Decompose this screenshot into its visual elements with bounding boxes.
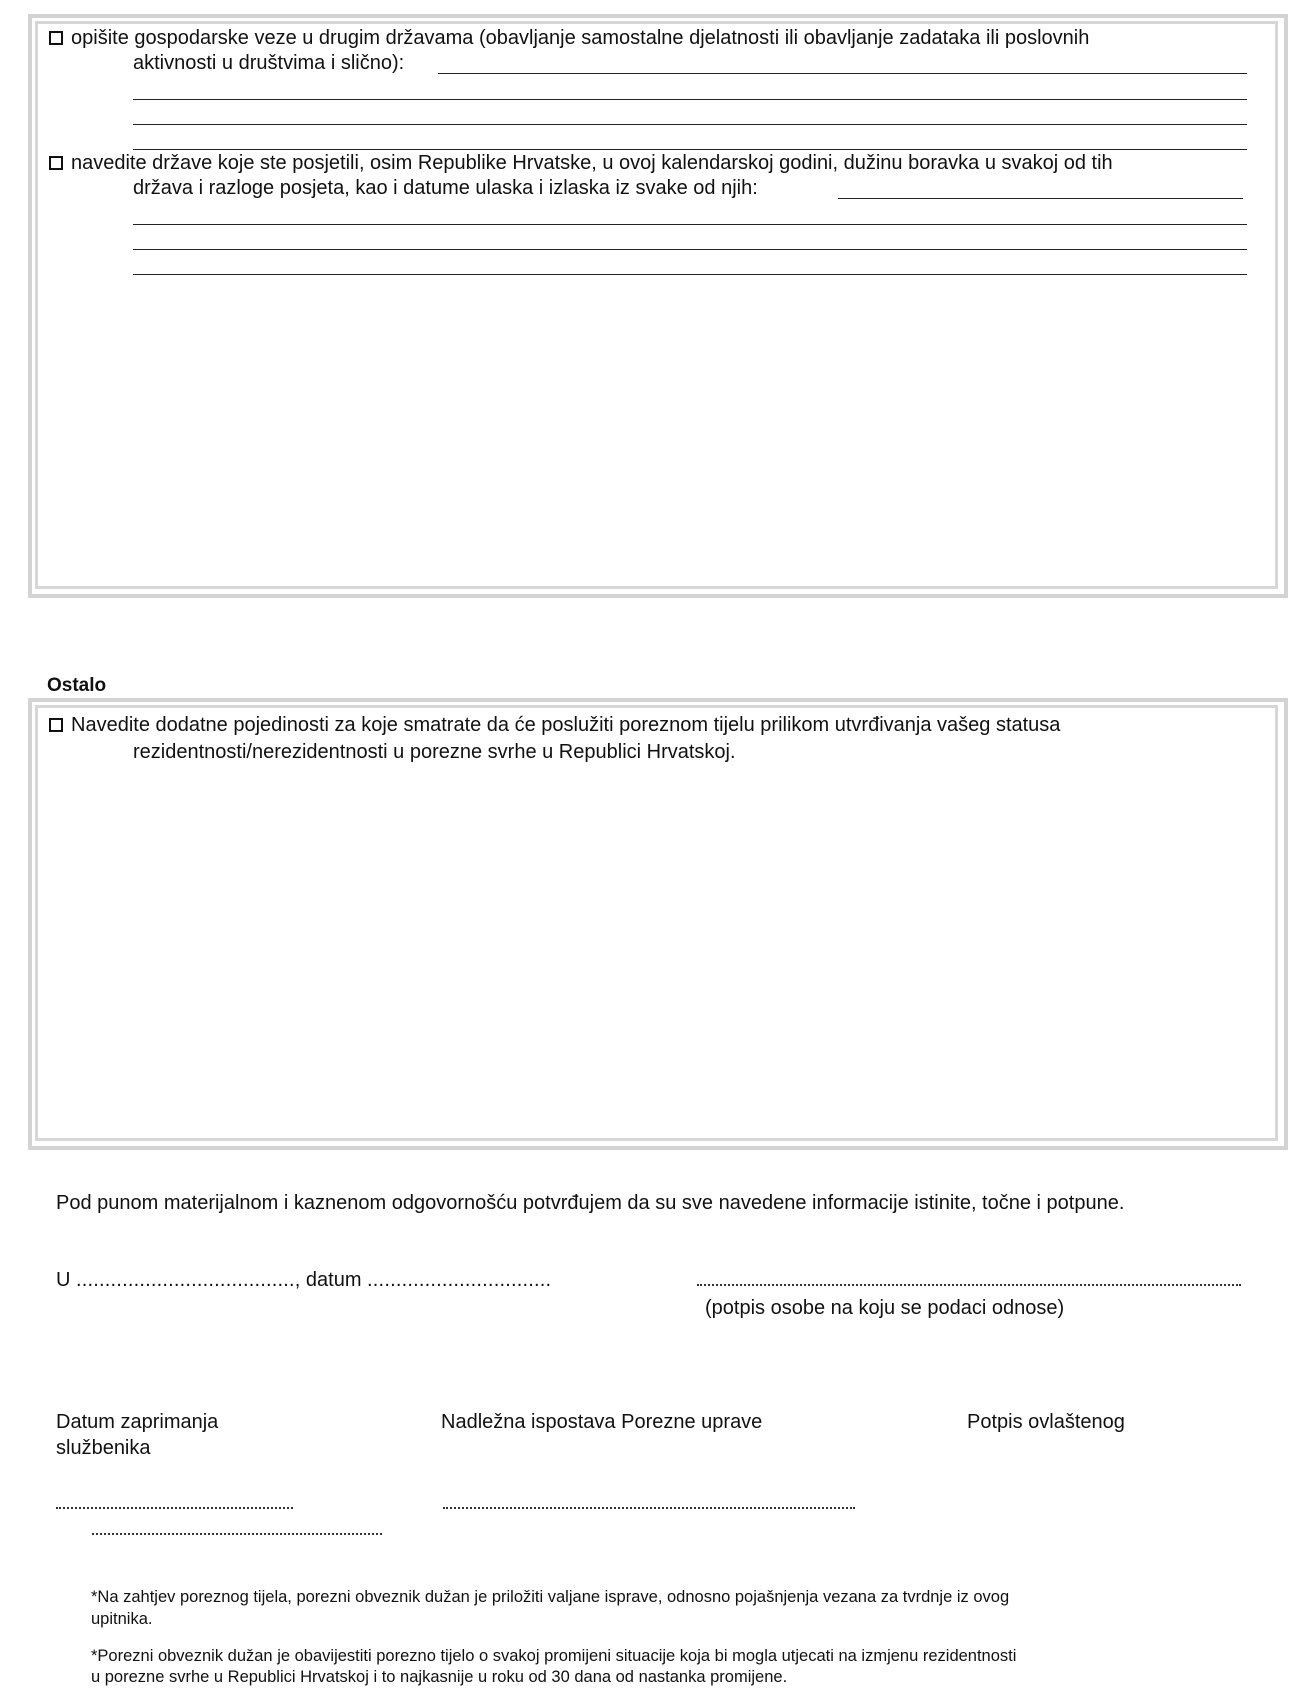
economic-ties-item <box>49 26 1089 50</box>
receipt-date-field[interactable] <box>56 1507 293 1509</box>
other-details-checkbox[interactable] <box>49 718 63 732</box>
economic-ties-text-line2: aktivnosti u društvima i slično): <box>133 52 405 74</box>
visited-countries-text-line2: država i razloge posjeta, kao i datume ulaska i izlaska iz svake od njih: <box>133 177 758 199</box>
economic-ties-answer-line-4[interactable] <box>133 149 1247 150</box>
travel-section-inner-box <box>35 21 1278 589</box>
visited-countries-checkbox[interactable] <box>49 156 63 170</box>
receipt-date-label-line1: Datum zaprimanja <box>56 1411 219 1433</box>
economic-ties-answer-line-1[interactable] <box>438 73 1247 74</box>
date-field[interactable]: ................................ <box>367 1269 552 1291</box>
other-details-text-line2: rezidentnosti/nerezidentnosti u porezne svrhe u Republici Hrvatskoj. <box>133 741 736 763</box>
visited-countries-answer-line-4[interactable] <box>133 274 1247 275</box>
place-date-row <box>56 1268 551 1292</box>
visited-countries-text-line1: navedite države koje ste posjetili, osim Republike Hrvatske, u ovoj kalendarskoj godini, dužinu boravka u svakoj od tih <box>71 152 1113 174</box>
tax-office-label: Nadležna ispostava Porezne uprave <box>441 1411 763 1433</box>
economic-ties-answer-line-2[interactable] <box>133 99 1247 100</box>
receipt-date-label-line2: službenika <box>56 1437 151 1459</box>
visited-countries-item <box>49 151 1113 175</box>
visited-countries-answer-line-3[interactable] <box>133 249 1247 250</box>
footnote-2-line1: *Porezni obveznik dužan je obavijestiti porezno tijelo o svakoj promijeni situacije koja bi mogla utjecati na izmjenu rezidentnosti <box>91 1647 1017 1665</box>
signature-caption: (potpis osobe na koju se podaci odnose) <box>705 1297 1065 1319</box>
economic-ties-checkbox[interactable] <box>49 31 63 45</box>
official-signature-field[interactable] <box>92 1533 382 1535</box>
economic-ties-text-line1: opišite gospodarske veze u drugim državama (obavljanje samostalne djelatnosti ili obavljanje zadataka ili poslovnih <box>71 27 1090 49</box>
date-label: , datum <box>294 1269 362 1291</box>
visited-countries-answer-line-2[interactable] <box>133 224 1247 225</box>
other-details-item <box>49 713 1060 737</box>
place-label: U <box>56 1269 71 1291</box>
tax-office-field[interactable] <box>443 1507 855 1509</box>
declaration-text: Pod punom materijalnom i kaznenom odgovornošću potvrđujem da su sve navedene informacije istinite, točne i potpune. <box>56 1192 1125 1214</box>
footnote-2-line2: u porezne svrhe u Republici Hrvatskoj i to najkasnije u roku od 30 dana od nastanka promijene. <box>91 1668 788 1686</box>
economic-ties-answer-line-3[interactable] <box>133 124 1247 125</box>
footnote-1-line2: upitnika. <box>91 1610 153 1628</box>
official-signature-label: Potpis ovlaštenog <box>967 1411 1125 1433</box>
other-section-heading: Ostalo <box>47 675 107 696</box>
place-field[interactable]: ...................................... <box>76 1269 295 1291</box>
other-details-text-line1: Navedite dodatne pojedinosti za koje smatrate da će poslužiti poreznom tijelu prilikom utvrđivanja vašeg statusa <box>71 714 1061 736</box>
footnote-1-line1: *Na zahtjev poreznog tijela, porezni obveznik dužan je priložiti valjane isprave, odnosno pojašnjenja vezana za tvrdnje iz ovog <box>91 1588 1010 1606</box>
visited-countries-answer-line-1[interactable] <box>838 198 1243 199</box>
other-details-answer-area[interactable] <box>50 770 1260 1130</box>
signature-field[interactable] <box>697 1284 1241 1286</box>
